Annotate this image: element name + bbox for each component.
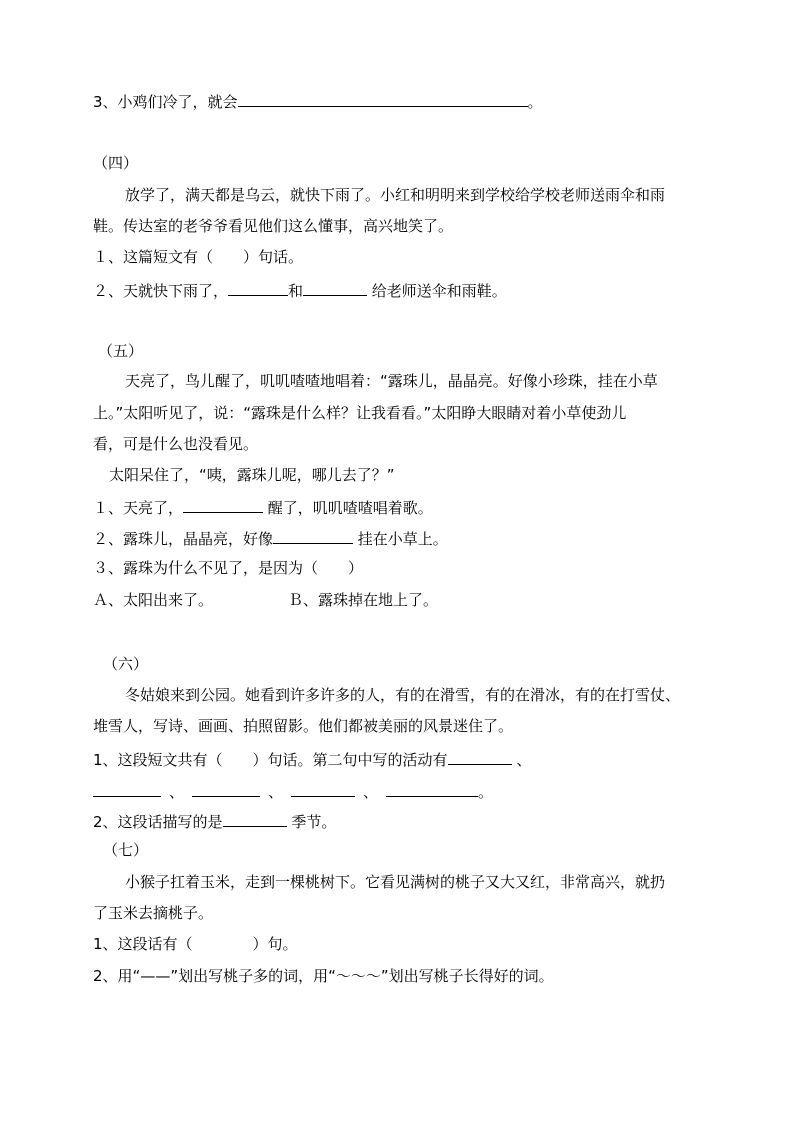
section-5-para-line-2: 上。”太阳听见了，说：“露珠是什么样？让我看看。”太阳睁大眼睛对着小草使劲儿 [93,404,627,422]
question-text: 1、这段短文共有（ ）句话。第二句中写的活动有 [93,751,448,769]
separator: 、 [363,783,379,801]
question-text: 、 [511,751,532,769]
section-4-question-1: １、这篇短文有（ ）句话。 [93,248,304,266]
answer-blank[interactable] [303,279,367,296]
option-b[interactable]: Ｂ、露珠掉在地上了。 [288,591,439,609]
section-5-question-3: ３、露珠为什么不见了，是因为（ ） [93,559,364,577]
answer-blank[interactable] [228,279,288,296]
question-3-text: 3、小鸡们冷了，就会 [93,93,238,111]
question-text: ２、天就快下雨了， [93,282,229,300]
section-5-para-line-3: 看，可是什么也没看见。 [93,435,259,453]
separator: 、 [169,783,185,801]
section-4-question-2 [93,279,507,301]
section-7-question-2: 2、用“——”划出写桃子多的词，用“～～～”划出写桃子长得好的词。 [93,967,554,985]
section-4-para-line-2: 鞋。传达室的老爷爷看见他们这么懂事，高兴地笑了。 [93,217,454,235]
section-5-heading: （五） [98,342,144,360]
answer-blank[interactable] [223,810,287,827]
section-6-para-line-1: 冬姑娘来到公园。她看到许多许多的人，有的在滑雪，有的在滑冰，有的在打雪仗、 [125,686,681,704]
answer-blank[interactable] [238,90,528,107]
answer-blank[interactable] [291,780,355,797]
question-text: 给老师送伞和雨鞋。 [367,282,507,300]
section-6-blanks-line [93,780,493,802]
section-4-para-line-1: 放学了，满天都是乌云，就快下雨了。小红和明明来到学校给学校老师送雨伞和雨 [125,186,666,204]
answer-blank[interactable] [386,780,478,797]
answer-blank[interactable] [93,780,161,797]
question-text: １、天亮了， [93,499,184,517]
section-6-question-1 [93,748,531,770]
section-7-heading: （七） [103,841,149,859]
section-5-para-line-4: 太阳呆住了，“咦，露珠儿呢，哪儿去了？” [109,466,395,484]
section-6-question-2 [93,810,336,832]
answer-blank[interactable] [273,527,353,544]
line-end: 。 [478,783,494,801]
question-text: ２、露珠儿，晶晶亮，好像 [93,530,274,548]
question-text: 2、这段话描写的是 [93,813,223,831]
question-text: 季节。 [286,813,337,831]
section-7-question-1: 1、这段话有（ ）句。 [93,935,298,953]
answer-blank[interactable] [448,748,512,765]
section-6-para-line-2: 堆雪人，写诗、画画、拍照留影。他们都被美丽的风景迷住了。 [93,717,514,735]
section-5-question-1 [93,496,433,518]
section-7-para-line-1: 小猴子扛着玉米，走到一棵桃树下。它看见满树的桃子又大又红，非常高兴，就扔 [125,873,666,891]
question-text: 和 [288,282,304,300]
section-7-para-line-2: 了玉米去摘桃子。 [93,904,214,922]
section-5-question-2 [93,527,448,549]
section-5-para-line-1: 天亮了，鸟儿醒了，叽叽喳喳地唱着：“露珠儿，晶晶亮。好像小珍珠，挂在小草 [125,372,658,390]
section-4-heading: （四） [93,154,139,172]
question-text: 挂在小草上。 [353,530,448,548]
separator: 、 [268,783,284,801]
question-3-end: 。 [527,93,543,111]
answer-blank[interactable] [183,496,263,513]
section-6-heading: （六） [103,655,149,673]
answer-blank[interactable] [192,780,260,797]
option-a[interactable]: Ａ、太阳出来了。 [93,591,214,609]
question-text: 醒了，叽叽喳喳唱着歌。 [263,499,433,517]
question-3-line [93,90,543,112]
